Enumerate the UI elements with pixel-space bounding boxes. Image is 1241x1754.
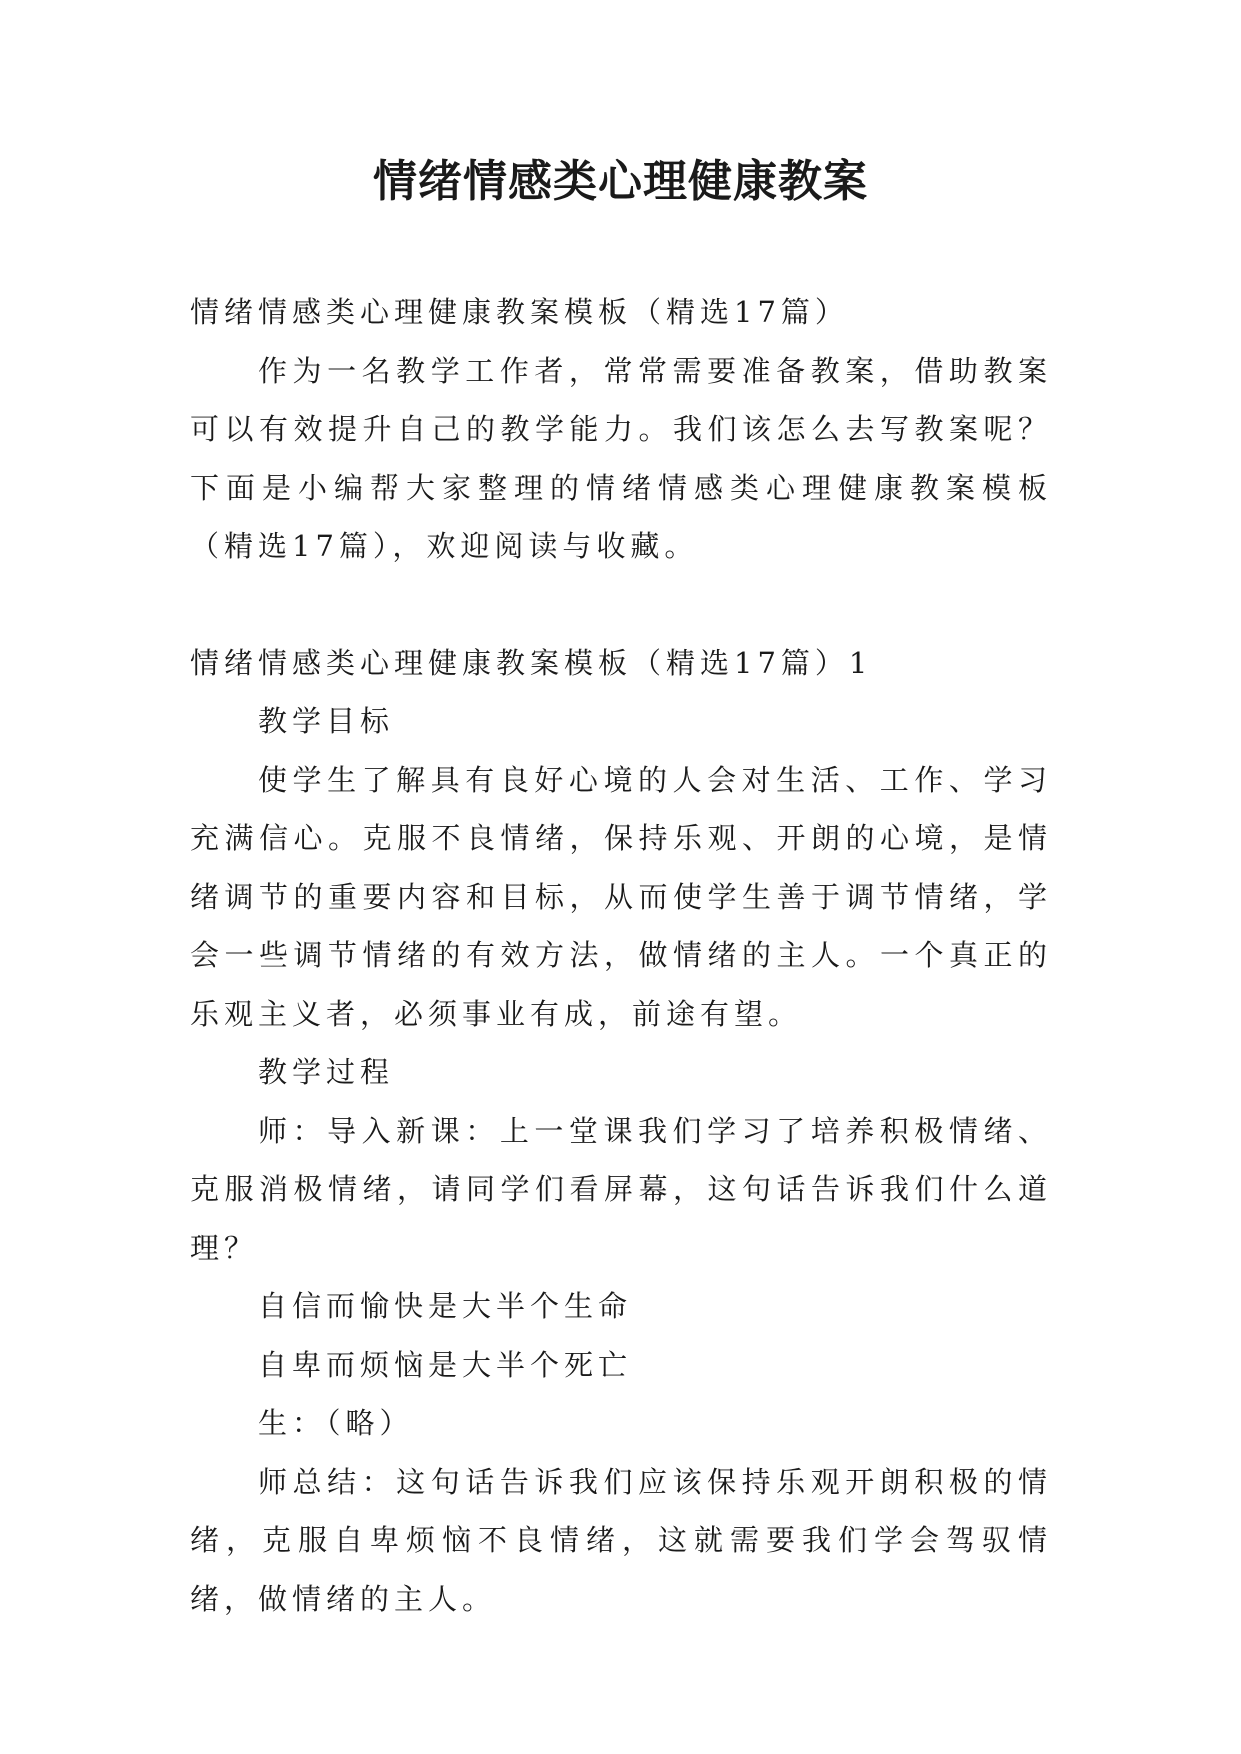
section-heading: 情绪情感类心理健康教案模板（精选17篇）1: [190, 645, 873, 680]
teacher-intro-paragraph: 师：导入新课：上一堂课我们学习了培养积极情绪、克服消极情绪，请同学们看屏幕，这句话告诉我们什么道理？: [190, 1113, 1052, 1265]
student-response: 生：（略）: [258, 1406, 414, 1440]
quote-line: 自卑而烦恼是大半个死亡: [258, 1347, 633, 1382]
teacher-summary-paragraph: 师总结：这句话告诉我们应该保持乐观开朗积极的情绪，克服自卑烦恼不良情绪，这就需要我们学会驾驭情绪，做情绪的主人。: [190, 1464, 1052, 1616]
section-gap: [190, 576, 1052, 634]
document-title: 情绪情感类心理健康教案: [373, 156, 868, 207]
quote-line: 自信而愉快是大半个生命: [258, 1289, 633, 1323]
document-body: [190, 283, 1052, 1628]
process-label: 教学过程: [258, 1055, 395, 1089]
intro-paragraph: 作为一名教学工作者，常常需要准备教案，借助教案可以有效提升自己的教学能力。我们该怎么去写教案呢？下面是小编帮大家整理的情绪情感类心理健康教案模板（精选17篇），欢迎阅读与收藏。: [190, 353, 1052, 563]
goal-paragraph: 使学生了解具有良好心境的人会对生活、工作、学习充满信心。克服不良情绪，保持乐观、开朗的心境，是情绪调节的重要内容和目标，从而使学生善于调节情绪，学会一些调节情绪的有效方法，做情绪的主人。一个真正的乐观主义者，必须事业有成，前途有望。: [190, 762, 1052, 1031]
subtitle: 情绪情感类心理健康教案模板（精选17篇）: [190, 295, 849, 329]
goal-label: 教学目标: [258, 704, 395, 738]
